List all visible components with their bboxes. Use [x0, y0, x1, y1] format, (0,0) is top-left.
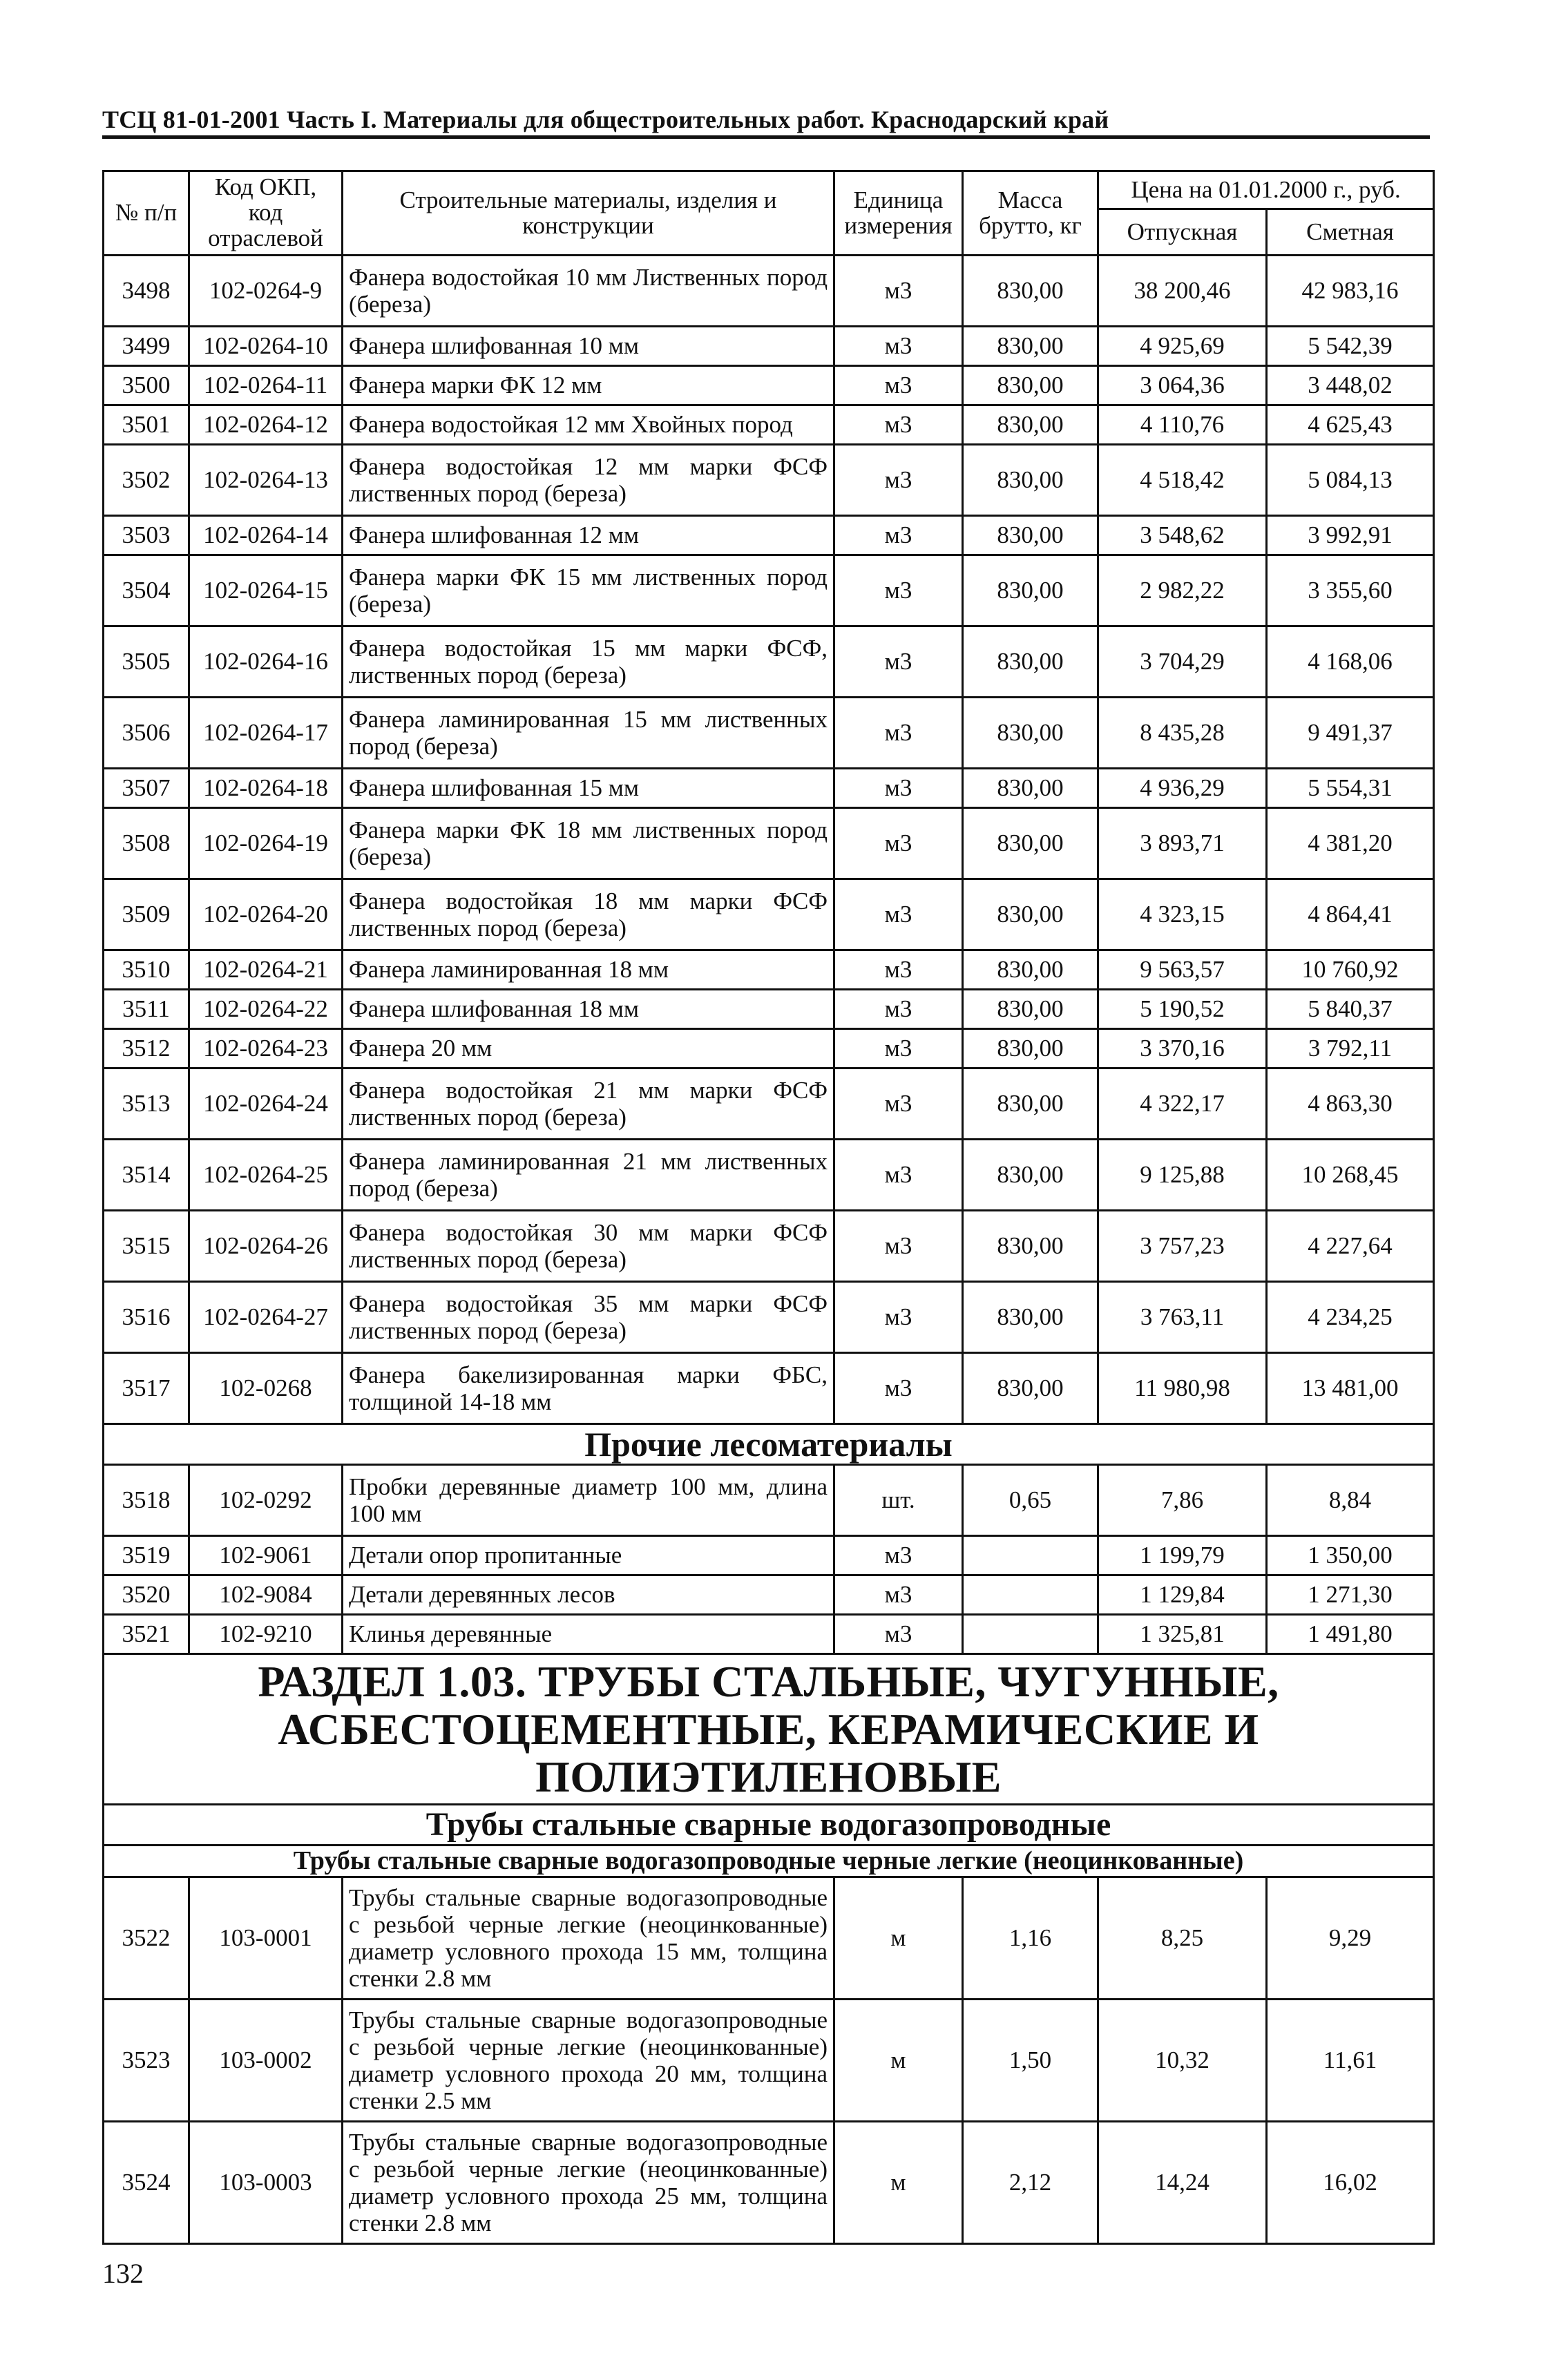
cell-mass: 830,00 [963, 555, 1098, 626]
cell-p1: 3 370,16 [1098, 1029, 1267, 1068]
cell-p1: 1 129,84 [1098, 1575, 1267, 1615]
section-row [104, 1654, 1434, 1805]
cell-name: Фанера шлифованная 15 мм [343, 769, 834, 808]
subgroup-row [104, 1846, 1434, 1877]
table-row [104, 327, 1434, 366]
cell-name: Трубы стальные сварные водогазопроводные с резьбой черные легкие (неоцинкованные) диаметр условного прохода 15 мм, толщина стенки 2.8 мм [343, 1877, 834, 1999]
section-title-line2: АСБЕСТОЦЕМЕНТНЫЕ, КЕРАМИЧЕСКИЕ И ПОЛИЭТИЛЕНОВЫЕ [278, 1705, 1259, 1802]
cell-code: 102-0268 [189, 1353, 343, 1424]
cell-mass: 830,00 [963, 1353, 1098, 1424]
table-row [104, 1536, 1434, 1575]
table-row [104, 1029, 1434, 1068]
table-row [104, 808, 1434, 879]
column-header-row [104, 171, 1434, 209]
cell-p2: 1 271,30 [1267, 1575, 1434, 1615]
cell-code: 103-0002 [189, 1999, 343, 2121]
cell-unit: м3 [834, 405, 963, 445]
cell-num: 3515 [104, 1211, 189, 1282]
cell-code: 102-0292 [189, 1465, 343, 1536]
cell-name: Фанера водостойкая 12 мм марки ФСФ лиственных пород (береза) [343, 445, 834, 516]
cell-num: 3512 [104, 1029, 189, 1068]
cell-code: 102-9210 [189, 1615, 343, 1654]
cell-code: 102-0264-16 [189, 626, 343, 698]
cell-p1: 3 893,71 [1098, 808, 1267, 879]
col-header-code: Код ОКП, код отраслевой [189, 171, 343, 256]
cell-num: 3519 [104, 1536, 189, 1575]
cell-code: 102-0264-17 [189, 698, 343, 769]
cell-p1: 4 936,29 [1098, 769, 1267, 808]
cell-code: 102-0264-26 [189, 1211, 343, 1282]
cell-p2: 5 084,13 [1267, 445, 1434, 516]
cell-unit: м3 [834, 1029, 963, 1068]
cell-name: Фанера водостойкая 18 мм марки ФСФ лиственных пород (береза) [343, 879, 834, 950]
cell-unit: м3 [834, 950, 963, 990]
cell-mass: 830,00 [963, 327, 1098, 366]
table-row [104, 256, 1434, 327]
cell-p1: 8,25 [1098, 1877, 1267, 1999]
col-header-mass: Масса брутто, кг [963, 171, 1098, 256]
cell-p1: 1 325,81 [1098, 1615, 1267, 1654]
cell-mass: 830,00 [963, 1211, 1098, 1282]
header-rule [102, 135, 1430, 139]
cell-mass [963, 1575, 1098, 1615]
cell-code: 103-0003 [189, 2121, 343, 2243]
cell-code: 102-9084 [189, 1575, 343, 1615]
cell-p2: 4 234,25 [1267, 1282, 1434, 1353]
cell-p1: 14,24 [1098, 2121, 1267, 2243]
table-row [104, 769, 1434, 808]
cell-name: Фанера водостойкая 10 мм Лиственных пород (береза) [343, 256, 834, 327]
cell-code: 102-0264-23 [189, 1029, 343, 1068]
cell-p2: 1 491,80 [1267, 1615, 1434, 1654]
cell-name: Клинья деревянные [343, 1615, 834, 1654]
table-row [104, 2121, 1434, 2243]
cell-unit: м3 [834, 1140, 963, 1211]
cell-name: Фанера водостойкая 12 мм Хвойных пород [343, 405, 834, 445]
table-body [104, 256, 1434, 2244]
table-row [104, 1211, 1434, 1282]
cell-num: 3503 [104, 516, 189, 555]
cell-code: 102-0264-15 [189, 555, 343, 626]
table-row [104, 698, 1434, 769]
col-header-price-estimate: Сметная [1267, 209, 1434, 256]
table-row [104, 1999, 1434, 2121]
table-row [104, 879, 1434, 950]
cell-mass: 830,00 [963, 808, 1098, 879]
cell-unit: м [834, 1999, 963, 2121]
cell-num: 3506 [104, 698, 189, 769]
cell-code: 102-0264-18 [189, 769, 343, 808]
cell-mass: 830,00 [963, 1140, 1098, 1211]
cell-code: 102-0264-13 [189, 445, 343, 516]
cell-p2: 13 481,00 [1267, 1353, 1434, 1424]
cell-p2: 4 227,64 [1267, 1211, 1434, 1282]
cell-p2: 5 840,37 [1267, 990, 1434, 1029]
cell-p1: 7,86 [1098, 1465, 1267, 1536]
cell-code: 102-0264-22 [189, 990, 343, 1029]
cell-code: 102-0264-12 [189, 405, 343, 445]
cell-unit: м3 [834, 808, 963, 879]
cell-p1: 9 563,57 [1098, 950, 1267, 990]
cell-name: Трубы стальные сварные водогазопроводные с резьбой черные легкие (неоцинкованные) диаметр условного прохода 25 мм, толщина стенки 2.8 мм [343, 2121, 834, 2243]
table-row [104, 950, 1434, 990]
cell-p1: 38 200,46 [1098, 256, 1267, 327]
cell-code: 102-0264-19 [189, 808, 343, 879]
cell-p2: 3 792,11 [1267, 1029, 1434, 1068]
price-table [102, 170, 1435, 2245]
cell-name: Фанера шлифованная 18 мм [343, 990, 834, 1029]
cell-mass: 830,00 [963, 950, 1098, 990]
cell-mass: 830,00 [963, 256, 1098, 327]
cell-mass: 830,00 [963, 405, 1098, 445]
cell-code: 102-0264-10 [189, 327, 343, 366]
cell-num: 3508 [104, 808, 189, 879]
cell-name: Фанера ламинированная 18 мм [343, 950, 834, 990]
cell-p2: 4 864,41 [1267, 879, 1434, 950]
table-row [104, 1575, 1434, 1615]
cell-p2: 10 760,92 [1267, 950, 1434, 990]
cell-unit: м3 [834, 555, 963, 626]
cell-unit: м3 [834, 1615, 963, 1654]
cell-name: Фанера водостойкая 30 мм марки ФСФ лиственных пород (береза) [343, 1211, 834, 1282]
cell-p2: 4 625,43 [1267, 405, 1434, 445]
cell-unit: м3 [834, 990, 963, 1029]
cell-p2: 8,84 [1267, 1465, 1434, 1536]
cell-num: 3520 [104, 1575, 189, 1615]
cell-name: Фанера ламинированная 15 мм лиственных пород (береза) [343, 698, 834, 769]
col-header-price-group: Цена на 01.01.2000 г., руб. [1098, 171, 1434, 209]
cell-unit: м3 [834, 1575, 963, 1615]
cell-unit: м3 [834, 1211, 963, 1282]
cell-mass: 830,00 [963, 698, 1098, 769]
cell-mass: 830,00 [963, 626, 1098, 698]
cell-p2: 3 992,91 [1267, 516, 1434, 555]
cell-num: 3522 [104, 1877, 189, 1999]
cell-p1: 5 190,52 [1098, 990, 1267, 1029]
cell-mass: 830,00 [963, 1029, 1098, 1068]
cell-mass: 1,16 [963, 1877, 1098, 1999]
cell-num: 3500 [104, 366, 189, 405]
cell-p1: 1 199,79 [1098, 1536, 1267, 1575]
cell-unit: м [834, 2121, 963, 2243]
cell-name: Фанера марки ФК 15 мм лиственных пород (береза) [343, 555, 834, 626]
section-title [104, 1654, 1434, 1805]
cell-p2: 4 863,30 [1267, 1068, 1434, 1140]
cell-p1: 10,32 [1098, 1999, 1267, 2121]
cell-p1: 3 704,29 [1098, 626, 1267, 698]
table-row [104, 1140, 1434, 1211]
cell-p2: 4 381,20 [1267, 808, 1434, 879]
cell-unit: м3 [834, 366, 963, 405]
cell-code: 102-0264-25 [189, 1140, 343, 1211]
cell-num: 3502 [104, 445, 189, 516]
cell-num: 3523 [104, 1999, 189, 2121]
table-row [104, 990, 1434, 1029]
cell-name: Фанера 20 мм [343, 1029, 834, 1068]
table-row [104, 555, 1434, 626]
cell-num: 3513 [104, 1068, 189, 1140]
cell-unit: м3 [834, 1353, 963, 1424]
cell-code: 102-9061 [189, 1536, 343, 1575]
cell-p2: 11,61 [1267, 1999, 1434, 2121]
cell-mass: 830,00 [963, 879, 1098, 950]
cell-num: 3521 [104, 1615, 189, 1654]
cell-code: 102-0264-14 [189, 516, 343, 555]
cell-code: 102-0264-20 [189, 879, 343, 950]
cell-p2: 16,02 [1267, 2121, 1434, 2243]
table-row [104, 626, 1434, 698]
cell-p2: 5 542,39 [1267, 327, 1434, 366]
cell-mass [963, 1615, 1098, 1654]
table-row [104, 405, 1434, 445]
cell-p2: 42 983,16 [1267, 256, 1434, 327]
cell-num: 3501 [104, 405, 189, 445]
col-header-num: № п/п [104, 171, 189, 256]
cell-mass: 830,00 [963, 445, 1098, 516]
cell-p1: 4 925,69 [1098, 327, 1267, 366]
cell-code: 102-0264-11 [189, 366, 343, 405]
cell-p1: 9 125,88 [1098, 1140, 1267, 1211]
cell-unit: м3 [834, 1536, 963, 1575]
cell-name: Фанера шлифованная 10 мм [343, 327, 834, 366]
cell-name: Фанера бакелизированная марки ФБС, толщиной 14-18 мм [343, 1353, 834, 1424]
cell-name: Фанера водостойкая 21 мм марки ФСФ лиственных пород (береза) [343, 1068, 834, 1140]
cell-p1: 4 518,42 [1098, 445, 1267, 516]
table-row [104, 1353, 1434, 1424]
subgroup-title: Трубы стальные сварные водогазопроводные черные легкие (неоцинкованные) [104, 1846, 1434, 1877]
cell-unit: м3 [834, 445, 963, 516]
section-title-line1: РАЗДЕЛ 1.03. ТРУБЫ СТАЛЬНЫЕ, ЧУГУННЫЕ, [258, 1657, 1279, 1706]
cell-name: Пробки деревянные диаметр 100 мм, длина 100 мм [343, 1465, 834, 1536]
cell-p1: 3 548,62 [1098, 516, 1267, 555]
group-row [104, 1805, 1434, 1846]
cell-p2: 9 491,37 [1267, 698, 1434, 769]
cell-num: 3504 [104, 555, 189, 626]
cell-p2: 3 355,60 [1267, 555, 1434, 626]
cell-num: 3509 [104, 879, 189, 950]
cell-p1: 2 982,22 [1098, 555, 1267, 626]
cell-p2: 9,29 [1267, 1877, 1434, 1999]
cell-p1: 4 322,17 [1098, 1068, 1267, 1140]
cell-mass: 2,12 [963, 2121, 1098, 2243]
cell-unit: м3 [834, 626, 963, 698]
cell-name: Фанера марки ФК 12 мм [343, 366, 834, 405]
cell-mass: 830,00 [963, 1282, 1098, 1353]
col-header-price-release: Отпускная [1098, 209, 1267, 256]
table-row [104, 366, 1434, 405]
col-header-unit: Единица измерения [834, 171, 963, 256]
cell-unit: м3 [834, 698, 963, 769]
cell-unit: м3 [834, 256, 963, 327]
cell-num: 3498 [104, 256, 189, 327]
cell-mass: 830,00 [963, 516, 1098, 555]
cell-name: Фанера водостойкая 15 мм марки ФСФ, лиственных пород (береза) [343, 626, 834, 698]
cell-name: Фанера ламинированная 21 мм лиственных пород (береза) [343, 1140, 834, 1211]
cell-code: 102-0264-9 [189, 256, 343, 327]
table-row [104, 1615, 1434, 1654]
cell-p1: 11 980,98 [1098, 1353, 1267, 1424]
col-header-name: Строительные материалы, изделия и конструкции [343, 171, 834, 256]
cell-p1: 3 757,23 [1098, 1211, 1267, 1282]
cell-name: Детали деревянных лесов [343, 1575, 834, 1615]
subsection-title: Прочие лесоматериалы [104, 1424, 1434, 1465]
cell-num: 3514 [104, 1140, 189, 1211]
cell-name: Детали опор пропитанные [343, 1536, 834, 1575]
cell-code: 102-0264-24 [189, 1068, 343, 1140]
cell-num: 3505 [104, 626, 189, 698]
cell-unit: м3 [834, 516, 963, 555]
running-header: ТСЦ 81-01-2001 Часть I. Материалы для общестроительных работ. Краснодарский край [102, 106, 1109, 133]
table-row [104, 1465, 1434, 1536]
subsection-row [104, 1424, 1434, 1465]
cell-name: Трубы стальные сварные водогазопроводные с резьбой черные легкие (неоцинкованные) диаметр условного прохода 20 мм, толщина стенки 2.5 мм [343, 1999, 834, 2121]
cell-code: 102-0264-27 [189, 1282, 343, 1353]
cell-name: Фанера шлифованная 12 мм [343, 516, 834, 555]
cell-p2: 1 350,00 [1267, 1536, 1434, 1575]
cell-unit: м3 [834, 1282, 963, 1353]
table-row [104, 1282, 1434, 1353]
cell-num: 3524 [104, 2121, 189, 2243]
table-row [104, 516, 1434, 555]
table-row [104, 1068, 1434, 1140]
cell-code: 103-0001 [189, 1877, 343, 1999]
cell-unit: шт. [834, 1465, 963, 1536]
cell-mass: 830,00 [963, 990, 1098, 1029]
cell-p1: 3 763,11 [1098, 1282, 1267, 1353]
cell-num: 3510 [104, 950, 189, 990]
cell-num: 3499 [104, 327, 189, 366]
cell-mass: 830,00 [963, 769, 1098, 808]
cell-mass: 0,65 [963, 1465, 1098, 1536]
cell-p2: 10 268,45 [1267, 1140, 1434, 1211]
cell-p1: 4 323,15 [1098, 879, 1267, 950]
cell-name: Фанера марки ФК 18 мм лиственных пород (береза) [343, 808, 834, 879]
cell-unit: м3 [834, 769, 963, 808]
cell-mass: 830,00 [963, 1068, 1098, 1140]
table-row [104, 445, 1434, 516]
cell-p1: 8 435,28 [1098, 698, 1267, 769]
cell-unit: м [834, 1877, 963, 1999]
group-title: Трубы стальные сварные водогазопроводные [104, 1805, 1434, 1846]
cell-mass: 830,00 [963, 366, 1098, 405]
cell-p2: 4 168,06 [1267, 626, 1434, 698]
cell-unit: м3 [834, 327, 963, 366]
cell-mass: 1,50 [963, 1999, 1098, 2121]
cell-code: 102-0264-21 [189, 950, 343, 990]
cell-num: 3518 [104, 1465, 189, 1536]
cell-unit: м3 [834, 1068, 963, 1140]
cell-num: 3511 [104, 990, 189, 1029]
cell-name: Фанера водостойкая 35 мм марки ФСФ лиственных пород (береза) [343, 1282, 834, 1353]
cell-num: 3517 [104, 1353, 189, 1424]
cell-p1: 3 064,36 [1098, 366, 1267, 405]
cell-num: 3516 [104, 1282, 189, 1353]
page-number: 132 [102, 2258, 144, 2289]
cell-p2: 5 554,31 [1267, 769, 1434, 808]
cell-mass [963, 1536, 1098, 1575]
cell-p1: 4 110,76 [1098, 405, 1267, 445]
cell-p2: 3 448,02 [1267, 366, 1434, 405]
cell-num: 3507 [104, 769, 189, 808]
table-row [104, 1877, 1434, 1999]
cell-unit: м3 [834, 879, 963, 950]
